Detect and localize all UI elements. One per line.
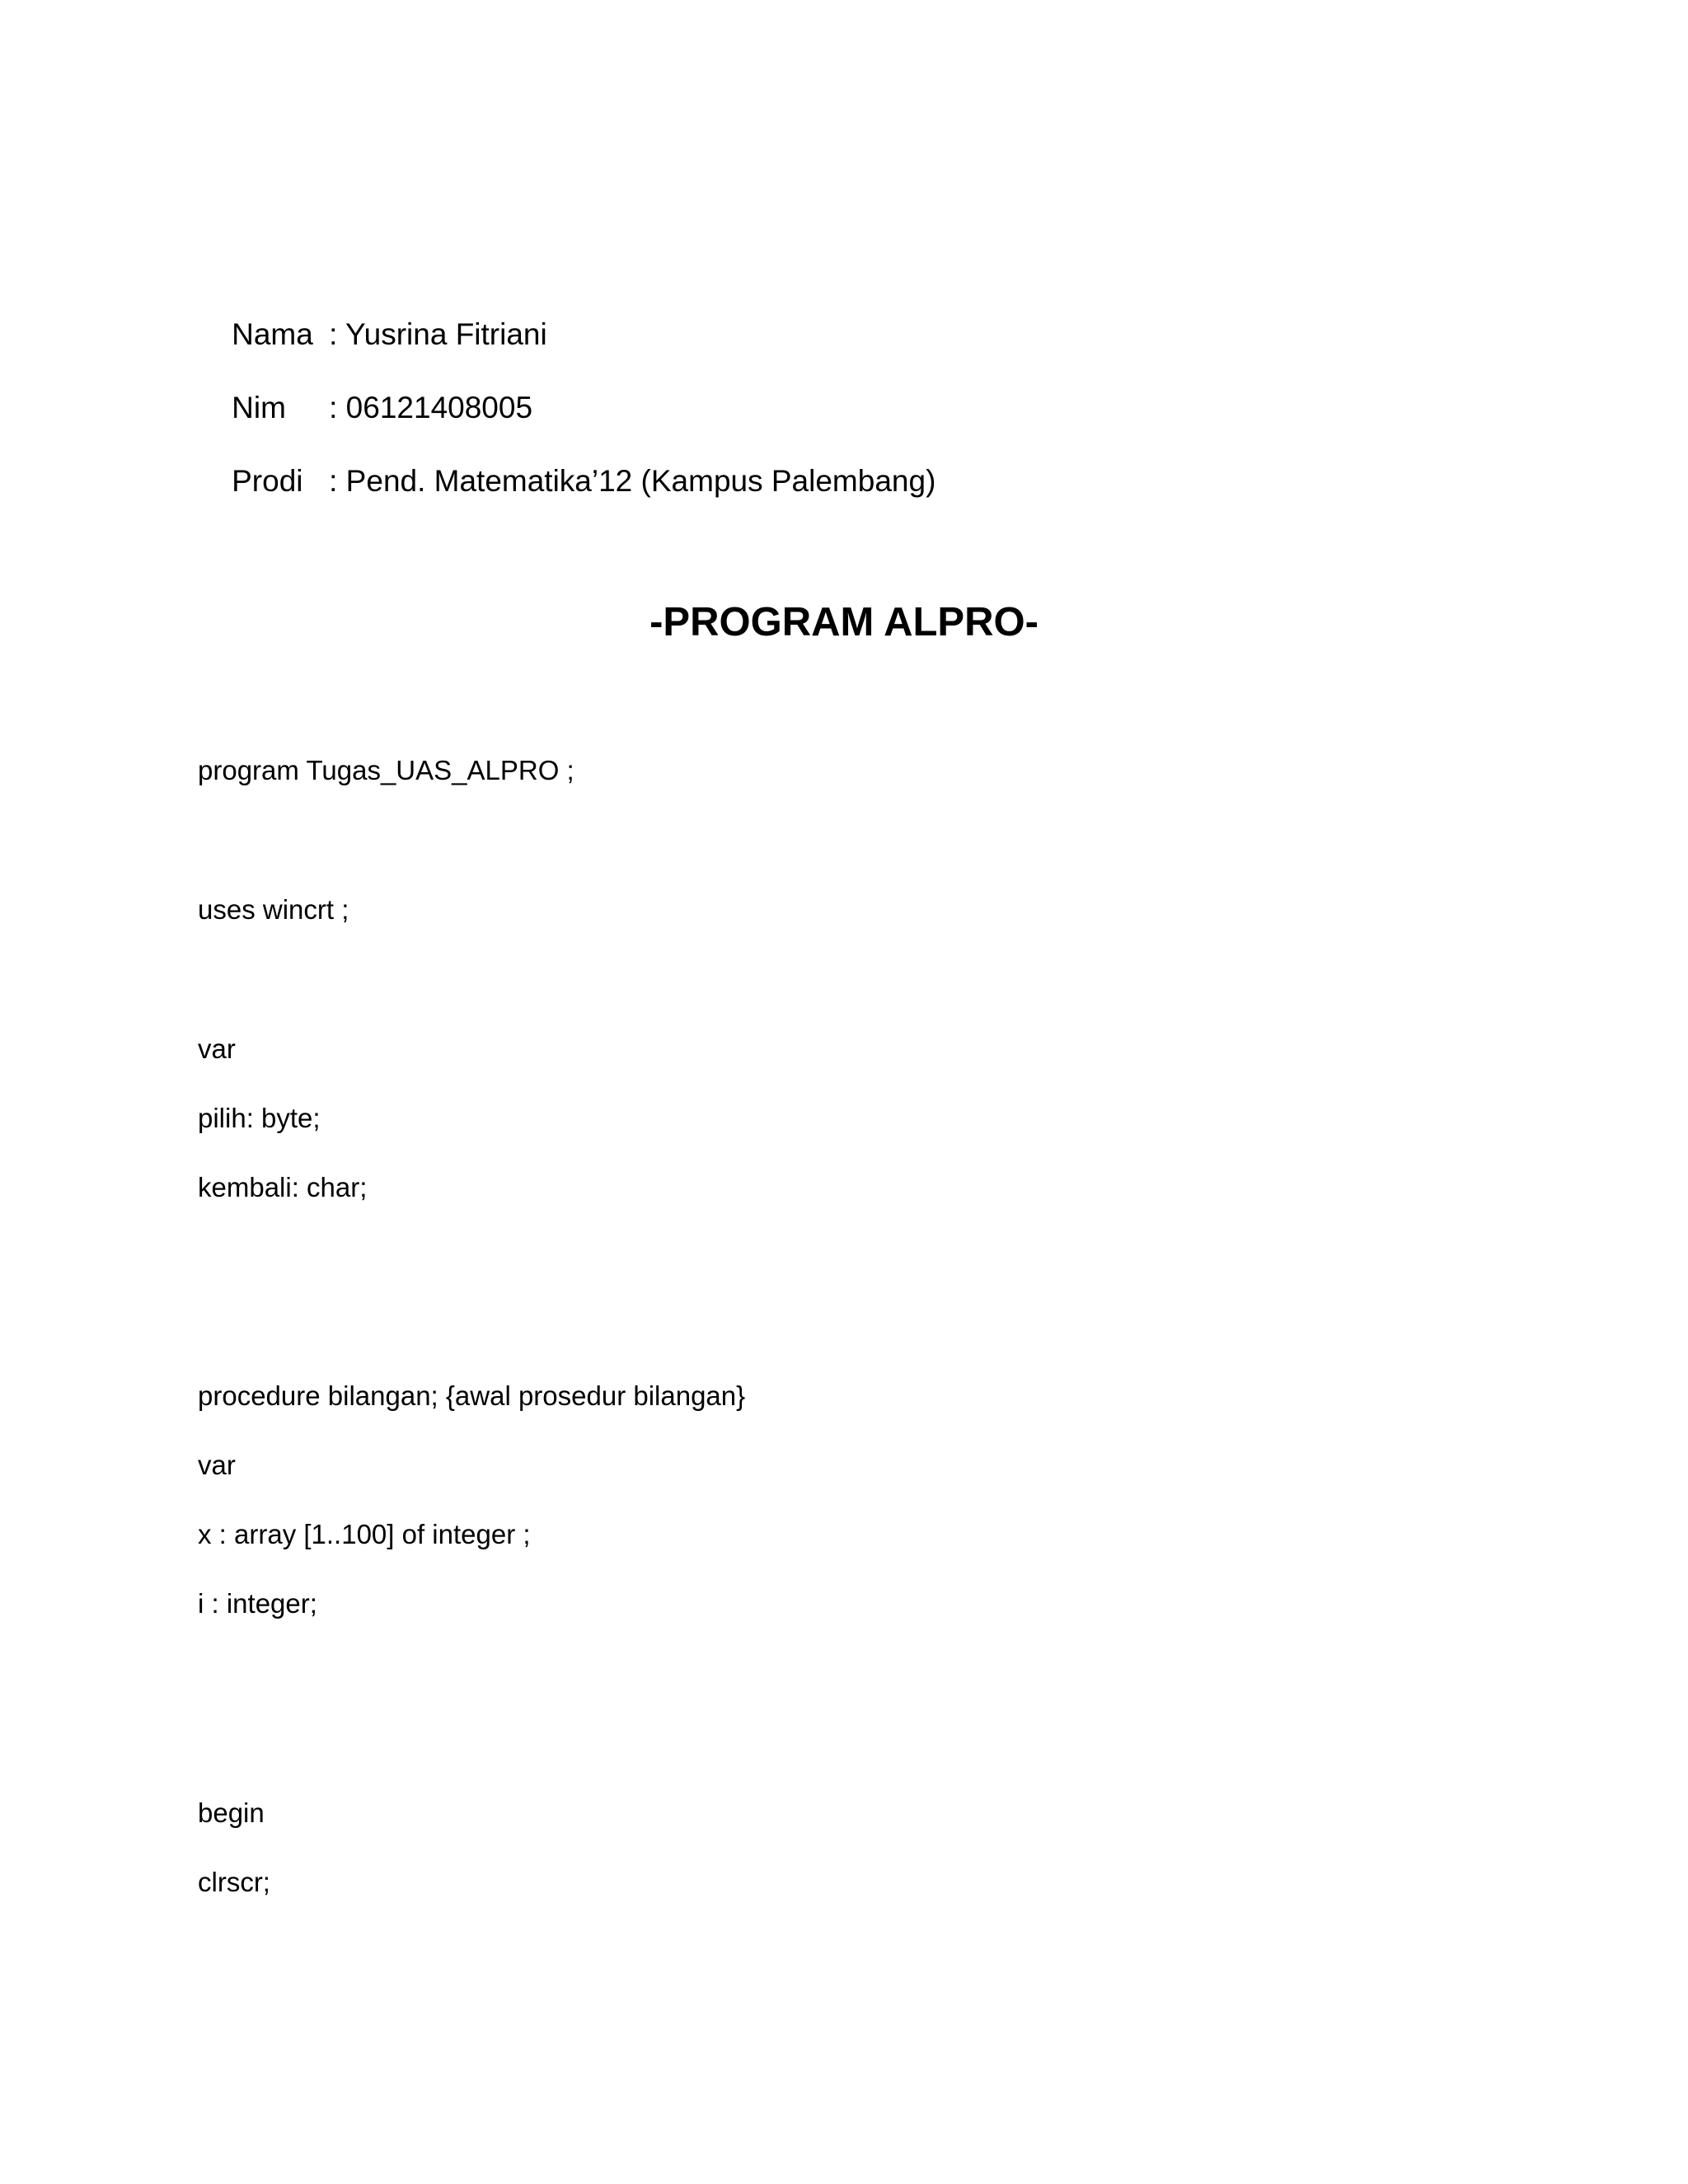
code-line: program Tugas_UAS_ALPRO ; [198,755,574,785]
code-line: kembali: char; [198,1172,368,1202]
code-line: var [198,1450,236,1480]
code-line: var [198,1033,236,1064]
code-line: uses wincrt ; [198,894,349,925]
nim-label: Nim [232,391,286,424]
name-label: Nama [232,317,313,351]
code-line: clrscr; [198,1867,270,1897]
prodi-label: Prodi [232,464,303,498]
code-line: x : array [1..100] of integer ; [198,1519,531,1549]
name-value: : Yusrina Fitriani [329,317,547,351]
study-program-row [198,435,935,527]
nim-value: : 06121408005 [329,391,533,424]
code-line: procedure bilangan; {awal prosedur bilangan} [198,1380,746,1411]
code-line: begin [198,1797,265,1828]
code-line: i : integer; [198,1588,317,1619]
code-line: pilih: byte; [198,1103,321,1133]
prodi-value: : Pend. Matematika’12 (Kampus Palembang) [329,464,936,498]
document-title: -PROGRAM ALPRO- [649,600,1039,644]
